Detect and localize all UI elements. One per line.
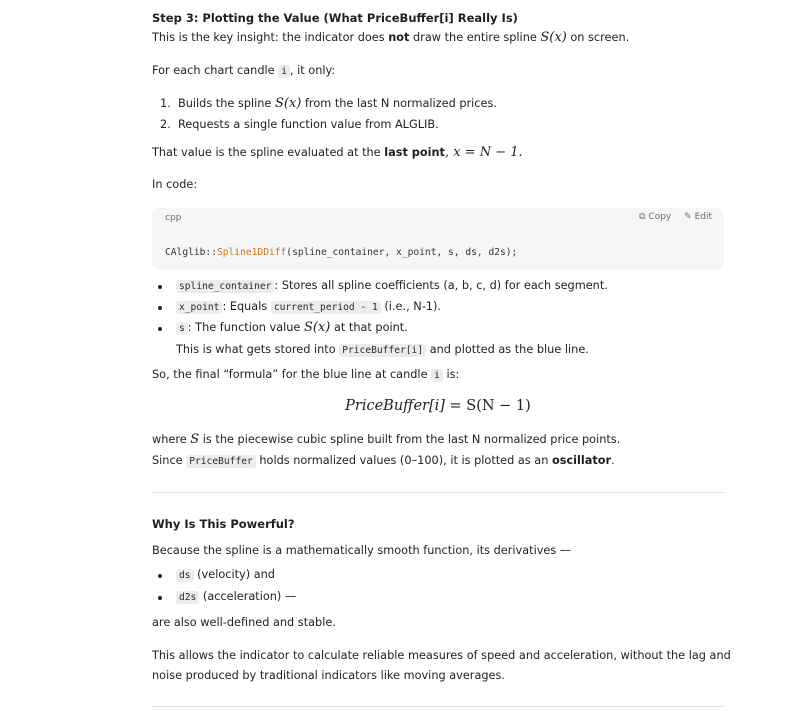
list-item: 1. Builds the spline S(x) from the last N normalized prices. xyxy=(160,96,497,111)
allows-line-1: This allows the indicator to calculate reliable measures of speed and acceleration, without the lag and xyxy=(152,649,731,662)
param-item: x_point : Equals current_period - 1 (i.e., N-1). xyxy=(176,299,441,316)
since-line: Since PriceBuffer holds normalized values (0–100), it is plotted as an oscillator. xyxy=(152,454,615,467)
list-item: 2. Requests a single function value from ALGLIB. xyxy=(160,118,439,131)
bullet-icon xyxy=(158,306,162,310)
bullet-icon xyxy=(158,327,162,331)
powerful-heading: Why Is This Powerful? xyxy=(152,517,295,531)
divider xyxy=(152,706,724,707)
candle-line: For each chart candle i , it only: xyxy=(152,64,336,77)
edit-icon: ✎ xyxy=(684,212,692,222)
value-line: That value is the spline evaluated at the last point, x = N − 1. xyxy=(152,145,523,160)
code-block xyxy=(152,208,724,270)
copy-icon: ⧉ xyxy=(639,212,646,222)
param-item: s : The function value S(x) at that point. xyxy=(176,320,408,337)
copy-button[interactable]: ⧉ Copy xyxy=(639,212,672,222)
final-formula-line: So, the final “formula” for the blue line at candle i is: xyxy=(152,368,460,381)
list-item: d2s (acceleration) — xyxy=(176,589,296,606)
param-item: spline_container : Stores all spline coefficients (a, b, c, d) for each segment. xyxy=(176,278,608,295)
divider xyxy=(152,492,724,493)
stored-line: This is what gets stored into PriceBuffer[i] and plotted as the blue line. xyxy=(176,343,589,356)
bullet-icon xyxy=(158,285,162,289)
where-line: where S is the piecewise cubic spline built from the last N normalized price points. xyxy=(152,432,621,447)
inline-code: i xyxy=(278,65,290,78)
bullet-icon xyxy=(158,574,162,578)
code-language: cpp xyxy=(165,213,182,223)
bullet-icon xyxy=(158,596,162,600)
in-code-label: In code: xyxy=(152,178,198,191)
intro-line: This is the key insight: the indicator does not draw the entire spline S(x) on screen. xyxy=(152,30,630,45)
formula-display: PriceBuffer[i] = S(N − 1) xyxy=(345,398,531,414)
edit-button[interactable]: ✎ Edit xyxy=(684,212,712,222)
code-line: CAlglib::Spline1DDiff(spline_container, x_point, s, ds, d2s); xyxy=(165,247,518,258)
code-actions xyxy=(629,212,712,222)
step3-heading: Step 3: Plotting the Value (What PriceBuffer[i] Really Is) xyxy=(152,11,518,25)
because-line: Because the spline is a mathematically smooth function, its derivatives — xyxy=(152,544,572,557)
stable-line: are also well-defined and stable. xyxy=(152,616,336,629)
allows-line-2: noise produced by traditional indicators like moving averages. xyxy=(152,669,505,682)
list-item: ds (velocity) and xyxy=(176,567,275,584)
